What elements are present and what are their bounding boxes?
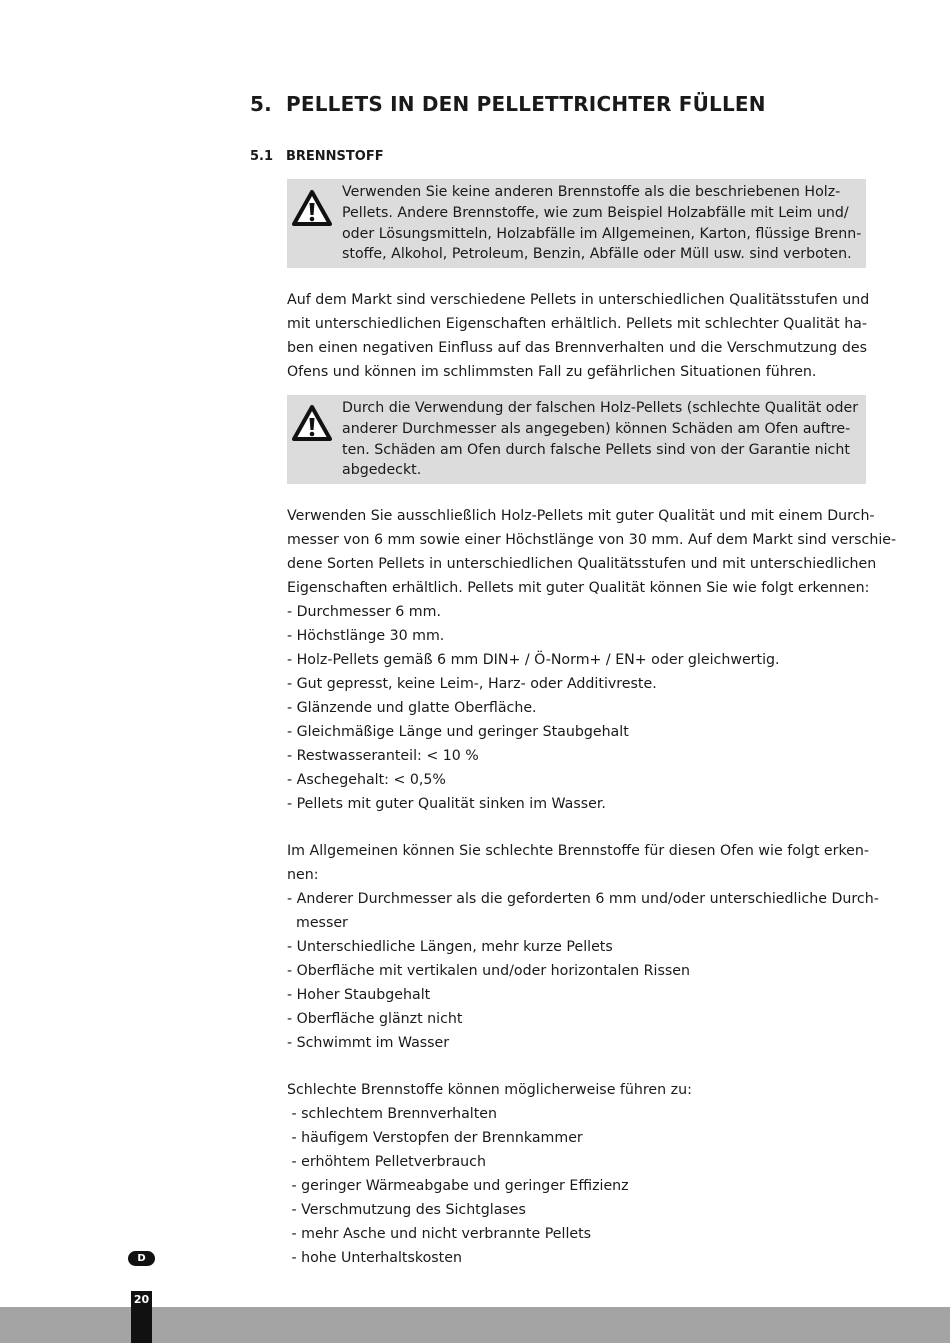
subsection-title: BRENNSTOFF: [286, 149, 384, 164]
section-number: 5.: [250, 92, 272, 116]
subsection-number: 5.1: [250, 149, 274, 164]
list-item: - schlechtem Brennverhalten: [287, 1106, 497, 1122]
paragraph-line: Schlechte Brennstoffe können möglicherweise führen zu:: [287, 1082, 692, 1098]
list-item: - Oberfläche mit vertikalen und/oder horizontalen Rissen: [287, 963, 690, 979]
list-item: - Unterschiedliche Längen, mehr kurze Pellets: [287, 939, 613, 955]
list-item: - Gleichmäßige Länge und geringer Staubgehalt: [287, 724, 629, 740]
warning-line: oder Lösungsmitteln, Holzabfälle im Allgemeinen, Karton, flüssige Brenn-: [342, 225, 862, 242]
list-item: - Oberfläche glänzt nicht: [287, 1011, 463, 1027]
paragraph-line: dene Sorten Pellets in unterschiedlichen Qualitätsstufen und mit unterschiedlichen: [287, 556, 877, 572]
paragraph-line: mit unterschiedlichen Eigenschaften erhältlich. Pellets mit schlechter Qualität ha-: [287, 316, 867, 332]
paragraph-line: Eigenschaften erhältlich. Pellets mit guter Qualität können Sie wie folgt erkennen:: [287, 580, 870, 596]
list-item: - mehr Asche und nicht verbrannte Pellets: [287, 1226, 592, 1242]
list-item: - Hoher Staubgehalt: [287, 987, 431, 1003]
warning-box-damage: [287, 395, 866, 484]
paragraph-line: Ofens und können im schlimmsten Fall zu gefährlichen Situationen führen.: [287, 364, 817, 380]
list-item: - Glänzende und glatte Oberfläche.: [287, 700, 537, 716]
list-item: - Verschmutzung des Sichtglases: [287, 1202, 526, 1218]
paragraph-line: messer von 6 mm sowie einer Höchstlänge von 30 mm. Auf dem Markt sind verschie-: [287, 532, 897, 548]
language-badge: D: [128, 1251, 155, 1266]
paragraph-bad-fuels: [287, 839, 879, 1055]
warning-line: anderer Durchmesser als angegeben) können Schäden am Ofen auftre-: [342, 420, 851, 437]
paragraph-line: nen:: [287, 867, 319, 883]
paragraph-line: ben einen negativen Einfluss auf das Brennverhalten und die Verschmutzung des: [287, 340, 867, 356]
section-title: PELLETS IN DEN PELLETTRICHTER FÜLLEN: [286, 92, 766, 116]
paragraph-quality-levels: [287, 288, 870, 384]
list-item: - häufigem Verstopfen der Brennkammer: [287, 1130, 583, 1146]
warning-triangle-icon: [291, 189, 333, 227]
list-item: - Höchstlänge 30 mm.: [287, 628, 445, 644]
warning-text: [342, 395, 866, 484]
paragraph-line: Im Allgemeinen können Sie schlechte Brennstoffe für diesen Ofen wie folgt erken-: [287, 843, 870, 859]
list-item: - hohe Unterhaltskosten: [287, 1250, 462, 1266]
paragraph-good-pellets: [287, 504, 897, 816]
warning-text: [342, 179, 866, 268]
warning-line: Pellets. Andere Brennstoffe, wie zum Beispiel Holzabfälle mit Leim und/: [342, 204, 849, 221]
warning-line: Durch die Verwendung der falschen Holz-Pellets (schlechte Qualität oder: [342, 400, 859, 416]
list-item: - Durchmesser 6 mm.: [287, 604, 441, 620]
list-item: - Schwimmt im Wasser: [287, 1035, 450, 1051]
list-item: - geringer Wärmeabgabe und geringer Effizienz: [287, 1178, 629, 1194]
warning-line: ten. Schäden am Ofen durch falsche Pellets sind von der Garantie nicht: [342, 441, 850, 458]
warning-line: Verwenden Sie keine anderen Brennstoffe als die beschriebenen Holz-: [342, 184, 841, 200]
page-number: 20: [133, 1293, 150, 1306]
list-item: - Gut gepresst, keine Leim-, Harz- oder Additivreste.: [287, 676, 657, 692]
subsection-heading: [250, 149, 384, 164]
list-item: - Anderer Durchmesser als die geforderten 6 mm und/oder unterschiedliche Durch-: [287, 891, 879, 907]
paragraph-consequences: [287, 1078, 867, 1270]
paragraph-line: Auf dem Markt sind verschiedene Pellets in unterschiedlichen Qualitätsstufen und: [287, 292, 870, 308]
list-item: - erhöhtem Pelletverbrauch: [287, 1154, 486, 1170]
warning-line: stoffe, Alkohol, Petroleum, Benzin, Abfälle oder Müll usw. sind verboten.: [342, 246, 852, 263]
section-heading: [250, 92, 766, 116]
warning-line: abgedeckt.: [342, 462, 422, 479]
list-item: - Restwasseranteil: < 10 %: [287, 748, 479, 764]
list-item: - Pellets mit guter Qualität sinken im Wasser.: [287, 796, 606, 812]
warning-triangle-icon: [291, 404, 333, 442]
list-item: - Holz-Pellets gemäß 6 mm DIN+ / Ö-Norm+ / EN+ oder gleichwertig.: [287, 652, 780, 668]
list-item-continuation: messer: [296, 915, 348, 931]
paragraph-line: Verwenden Sie ausschließlich Holz-Pellets mit guter Qualität und mit einem Durch-: [287, 508, 875, 524]
list-item: - Aschegehalt: < 0,5%: [287, 772, 446, 788]
warning-box-fuel: [287, 179, 866, 268]
